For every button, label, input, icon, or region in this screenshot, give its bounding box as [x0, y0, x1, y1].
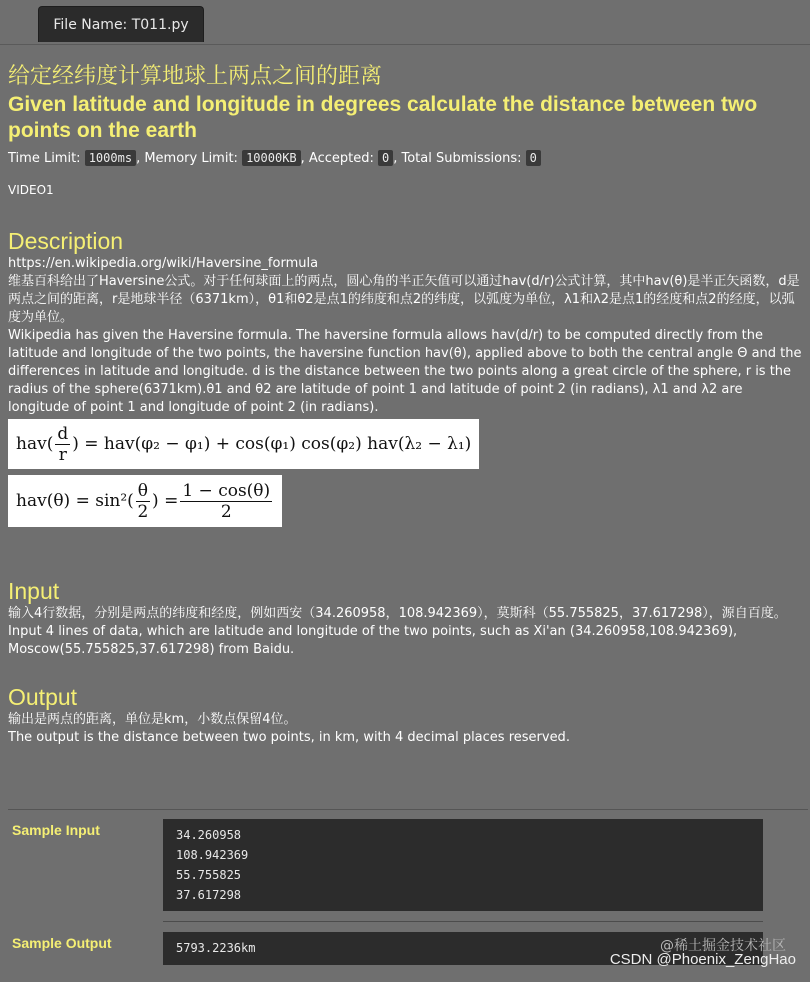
output-text-en: The output is the distance between two points, in km, with 4 decimal places reserved. [8, 730, 570, 745]
description-text-en: Wikipedia has given the Haversine formula. The haversine formula allows hav(d/r) to be computed directly from the latitude and longitude of the two points, the haversine function hav(θ), applied above to both the central angle Θ and the differences in latitude and longitude. d is the distance between the two points along a great circle of the sphere, r is the radius of the sphere(6371km).θ1 and θ2 are latitude of point 1 and latitude of point 2 (in radians), λ1 and λ2 are longitude of point 1 and longitude of point 2 (in radians). [8, 328, 802, 415]
sample-input-line: 34.260958 [176, 828, 242, 842]
problem-content [8, 62, 806, 747]
video-link[interactable]: VIDEO1 [8, 183, 54, 197]
input-text-en: Input 4 lines of data, which are latitude and longitude of the two points, such as Xi'an (34.260958,108.942369), Moscow(55.755825,37.617298) from Baidu. [8, 624, 738, 657]
memory-limit-label: , Memory Limit: [136, 151, 238, 166]
formula1-denominator: r [58, 445, 67, 465]
output-heading: Output [8, 684, 78, 710]
sample-input-label: Sample Input [12, 822, 100, 838]
formula1-rhs: ) = hav(φ₂ − φ₁) + cos(φ₁) cos(φ₂) hav(λ₂ − λ₁) [72, 434, 472, 454]
formula1-lhs: hav( [16, 434, 54, 454]
accepted-label: , Accepted: [300, 151, 374, 166]
tab-bar [0, 0, 810, 45]
description-url[interactable]: https://en.wikipedia.org/wiki/Haversine_formula [8, 256, 319, 271]
formula2-lhs: hav(θ) = sin²( [16, 491, 134, 511]
input-heading: Input [8, 578, 60, 604]
file-tab[interactable]: File Name: T011.py [38, 6, 204, 42]
sample-input-line: 37.617298 [176, 888, 242, 902]
formula2-mid: ) = [152, 491, 179, 511]
section-divider [8, 809, 808, 810]
problem-limits [8, 148, 806, 169]
submissions-value: 0 [526, 150, 541, 166]
watermark-juejin: @稀土掘金技术社区 [660, 938, 786, 954]
memory-limit-value: 10000KB [242, 150, 301, 166]
description-heading: Description [8, 228, 124, 254]
accepted-value: 0 [378, 150, 393, 166]
problem-title-en: Given latitude and longitude in degrees calculate the distance between two points on the earth [8, 93, 758, 142]
formula2-denominator-1: 2 [137, 502, 149, 522]
sample-output-value: 5793.2236km [176, 941, 256, 955]
formula2-fraction-1 [136, 481, 150, 522]
time-limit-label: Time Limit: [8, 151, 81, 166]
sample-input-line: 108.942369 [176, 848, 249, 862]
formula2-numerator-2: 1 − cos(θ) [182, 481, 271, 501]
formula1-fraction [55, 424, 70, 465]
formula2-denominator-2: 2 [220, 502, 232, 522]
formula-haversine-distance [8, 419, 479, 469]
input-text-cn: 输入4行数据，分别是两点的纬度和经度，例如西安（34.260958，108.942369），莫斯科（55.755825，37.617298），源自百度。 [8, 606, 787, 621]
output-text-cn: 输出是两点的距离，单位是km，小数点保留4位。 [8, 712, 297, 727]
description-text-cn: 维基百科给出了Haversine公式。对于任何球面上的两点，圆心角的半正矢值可以通过hav(d/r)公式计算，其中hav(θ)是半正矢函数，d是两点之间的距离，r是地球半径（6371km），θ1和θ2是点1的纬度和点2的纬度，以弧度为单位，λ1和λ2是点1的经度和点2的经度，以弧度为单位。 [8, 274, 800, 325]
time-limit-value: 1000ms [85, 150, 136, 166]
sample-separator [163, 921, 763, 922]
submissions-label: , Total Submissions: [393, 151, 522, 166]
sample-input-line: 55.755825 [176, 868, 242, 882]
sample-input-box[interactable] [163, 819, 763, 911]
formula2-fraction-2 [180, 481, 272, 522]
sample-output-label: Sample Output [12, 935, 112, 951]
watermark-csdn: CSDN @Phoenix_ZengHao [609, 951, 796, 968]
formula2-numerator-1: θ [137, 481, 149, 501]
problem-title-cn: 给定经纬度计算地球上两点之间的距离 [8, 64, 383, 89]
formula1-numerator: d [57, 424, 69, 444]
formula-haversine-function [8, 475, 282, 527]
